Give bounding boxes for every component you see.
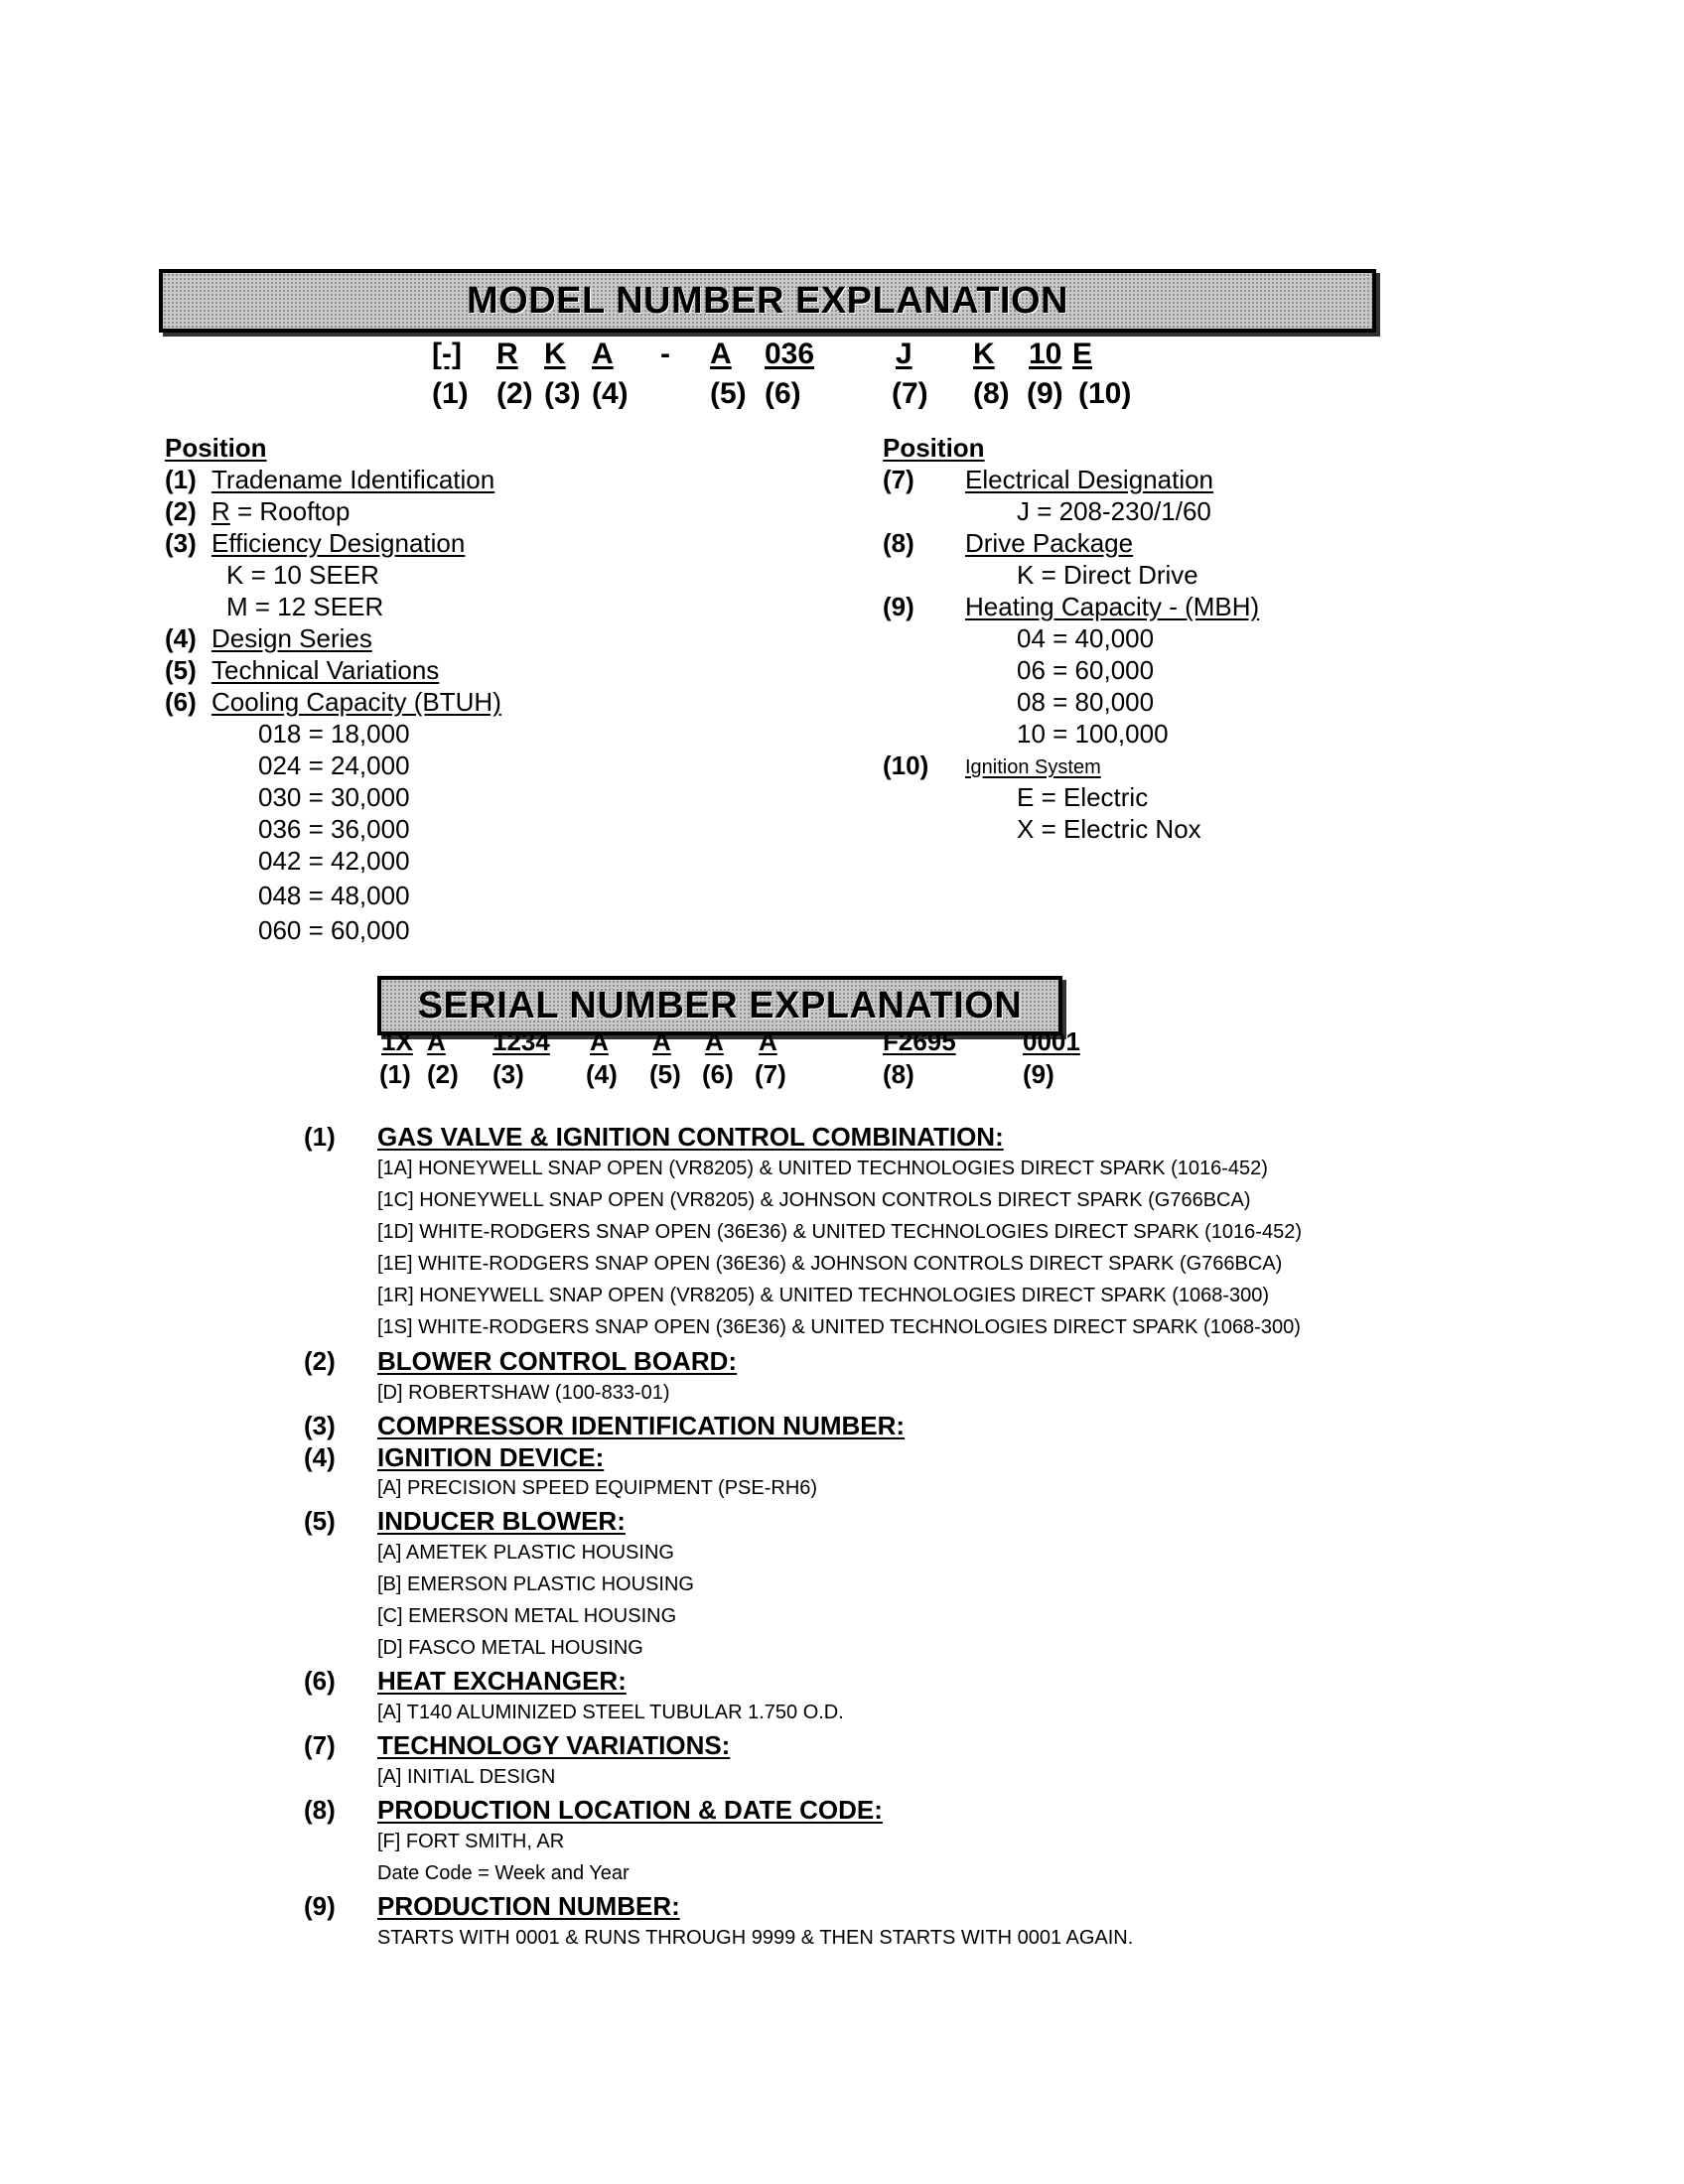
serial-code-8: F2695 (883, 1026, 956, 1056)
model-pos-10: (10) (1078, 377, 1132, 410)
section-option: Date Code = Week and Year (377, 1862, 630, 1884)
section-option: [1R] HONEYWELL SNAP OPEN (VR8205) & UNITED TECHNOLOGIES DIRECT SPARK (1068-300) (377, 1285, 1270, 1306)
model-pos-8: (8) (973, 377, 1010, 410)
serial-pos-4: (4) (586, 1059, 618, 1089)
section-option: [1D] WHITE-RODGERS SNAP OPEN (36E36) & UNITED TECHNOLOGIES DIRECT SPARK (1016-452) (377, 1221, 1302, 1243)
section-option: [D] FASCO METAL HOUSING (377, 1637, 643, 1659)
cooling-value: 036 = 36,000 (258, 814, 410, 844)
section-title: TECHNOLOGY VARIATIONS: (377, 1730, 731, 1760)
left-item-code: R (211, 496, 230, 526)
section-option: [A] INITIAL DESIGN (377, 1766, 556, 1788)
right-item-label: Heating Capacity - (MBH) (965, 592, 1260, 621)
model-code-8: K (973, 338, 995, 370)
right-position-heading: Position (883, 433, 985, 463)
left-item-rest: = Rooftop (237, 496, 351, 526)
right-item-num: (7) (883, 465, 914, 494)
section-option: [A] AMETEK PLASTIC HOUSING (377, 1542, 674, 1564)
left-item-num: (3) (165, 528, 197, 558)
section-num: (6) (304, 1666, 336, 1696)
left-item-label: Cooling Capacity (BTUH) (211, 687, 501, 717)
left-item-label: Tradename Identification (211, 465, 495, 494)
section-title: PRODUCTION LOCATION & DATE CODE: (377, 1795, 883, 1825)
serial-code-5: A (652, 1026, 671, 1056)
section-option: [C] EMERSON METAL HOUSING (377, 1605, 677, 1627)
section-num: (8) (304, 1795, 336, 1825)
serial-code-9: 0001 (1023, 1026, 1080, 1056)
right-item-value: X = Electric Nox (1017, 814, 1201, 844)
model-code-10: E (1072, 338, 1093, 370)
cooling-value: 042 = 42,000 (258, 846, 410, 876)
section-option: [1C] HONEYWELL SNAP OPEN (VR8205) & JOHNSON CONTROLS DIRECT SPARK (G766BCA) (377, 1189, 1251, 1211)
serial-code-4: A (590, 1026, 609, 1056)
serial-pos-5: (5) (649, 1059, 681, 1089)
model-pos-9: (9) (1027, 377, 1063, 410)
left-position-heading: Position (165, 433, 267, 463)
right-item-num: (8) (883, 528, 914, 558)
serial-code-3: 1234 (492, 1026, 550, 1056)
section-title: PRODUCTION NUMBER: (377, 1891, 680, 1921)
model-code-dash: - (660, 338, 670, 370)
right-item-value: 06 = 60,000 (1017, 655, 1155, 685)
serial-code-2: A (427, 1026, 446, 1056)
right-item-value: 10 = 100,000 (1017, 719, 1169, 749)
cooling-value: 030 = 30,000 (258, 782, 410, 812)
model-code-3: K (544, 338, 566, 370)
left-item-label: Efficiency Designation (211, 528, 466, 558)
right-item-label: Electrical Designation (965, 465, 1214, 494)
model-pos-1: (1) (432, 377, 469, 410)
model-pos-5: (5) (710, 377, 747, 410)
model-pos-7: (7) (892, 377, 928, 410)
section-option: [1S] WHITE-RODGERS SNAP OPEN (36E36) & UNITED TECHNOLOGIES DIRECT SPARK (1068-300) (377, 1316, 1301, 1338)
right-item-value: 08 = 80,000 (1017, 687, 1155, 717)
left-item-label: Design Series (211, 623, 372, 653)
model-code-9: 10 (1029, 338, 1062, 370)
serial-code-7: A (759, 1026, 777, 1056)
section-option: [D] ROBERTSHAW (100-833-01) (377, 1382, 670, 1404)
section-option: [B] EMERSON PLASTIC HOUSING (377, 1573, 694, 1595)
left-item-num: (1) (165, 465, 197, 494)
section-num: (5) (304, 1506, 336, 1536)
model-number-title: MODEL NUMBER EXPLANATION (467, 279, 1068, 322)
left-item-num: (6) (165, 687, 197, 717)
section-num: (4) (304, 1442, 336, 1472)
model-number-banner (159, 269, 1376, 333)
cooling-value: 024 = 24,000 (258, 751, 410, 780)
section-option: [1E] WHITE-RODGERS SNAP OPEN (36E36) & JOHNSON CONTROLS DIRECT SPARK (G766BCA) (377, 1253, 1283, 1275)
section-title: GAS VALVE & IGNITION CONTROL COMBINATION: (377, 1122, 1004, 1152)
cooling-value: 018 = 18,000 (258, 719, 410, 749)
section-num: (2) (304, 1346, 336, 1376)
left-item-num: (5) (165, 655, 197, 685)
model-code-7: J (896, 338, 912, 370)
section-option: [A] PRECISION SPEED EQUIPMENT (PSE-RH6) (377, 1477, 818, 1499)
section-title: HEAT EXCHANGER: (377, 1666, 627, 1696)
serial-pos-1: (1) (379, 1059, 411, 1089)
serial-pos-8: (8) (883, 1059, 914, 1089)
section-option: [1A] HONEYWELL SNAP OPEN (VR8205) & UNITED TECHNOLOGIES DIRECT SPARK (1016-452) (377, 1158, 1268, 1179)
right-item-value: J = 208-230/1/60 (1017, 496, 1211, 526)
section-num: (7) (304, 1730, 336, 1760)
model-pos-4: (4) (592, 377, 629, 410)
section-title: IGNITION DEVICE: (377, 1442, 605, 1472)
section-title: COMPRESSOR IDENTIFICATION NUMBER: (377, 1411, 906, 1440)
cooling-value: 048 = 48,000 (258, 881, 410, 910)
serial-pos-6: (6) (702, 1059, 734, 1089)
serial-pos-9: (9) (1023, 1059, 1054, 1089)
section-option: STARTS WITH 0001 & RUNS THROUGH 9999 & THEN STARTS WITH 0001 AGAIN. (377, 1927, 1134, 1949)
model-code-5: A (710, 338, 732, 370)
serial-code-6: A (705, 1026, 724, 1056)
model-code-2: R (496, 338, 518, 370)
serial-pos-7: (7) (755, 1059, 786, 1089)
left-item-label: Technical Variations (211, 655, 440, 685)
right-item-num: (10) (883, 751, 929, 780)
serial-pos-2: (2) (427, 1059, 459, 1089)
section-num: (9) (304, 1891, 336, 1921)
efficiency-value: M = 12 SEER (226, 592, 384, 621)
left-item-num: (4) (165, 623, 197, 653)
section-title: INDUCER BLOWER: (377, 1506, 626, 1536)
right-item-label: Drive Package (965, 528, 1134, 558)
right-item-label: Ignition System (965, 756, 1101, 778)
right-item-value: E = Electric (1017, 782, 1149, 812)
right-item-num: (9) (883, 592, 914, 621)
model-pos-6: (6) (765, 377, 801, 410)
model-pos-3: (3) (544, 377, 581, 410)
right-item-value: 04 = 40,000 (1017, 623, 1155, 653)
section-option: [F] FORT SMITH, AR (377, 1831, 565, 1852)
serial-code-1: 1X (381, 1026, 413, 1056)
model-code-1: [-] (432, 338, 462, 370)
section-num: (3) (304, 1411, 336, 1440)
serial-pos-3: (3) (492, 1059, 524, 1089)
left-item-num: (2) (165, 496, 197, 526)
efficiency-value: K = 10 SEER (226, 560, 379, 590)
right-item-value: K = Direct Drive (1017, 560, 1198, 590)
section-option: [A] T140 ALUMINIZED STEEL TUBULAR 1.750 O.D. (377, 1702, 844, 1723)
cooling-value: 060 = 60,000 (258, 915, 410, 945)
serial-number-title: SERIAL NUMBER EXPLANATION (417, 984, 1023, 1026)
model-pos-2: (2) (496, 377, 533, 410)
section-num: (1) (304, 1122, 336, 1152)
model-code-4: A (592, 338, 614, 370)
section-title: BLOWER CONTROL BOARD: (377, 1346, 738, 1376)
model-code-6: 036 (765, 338, 815, 370)
